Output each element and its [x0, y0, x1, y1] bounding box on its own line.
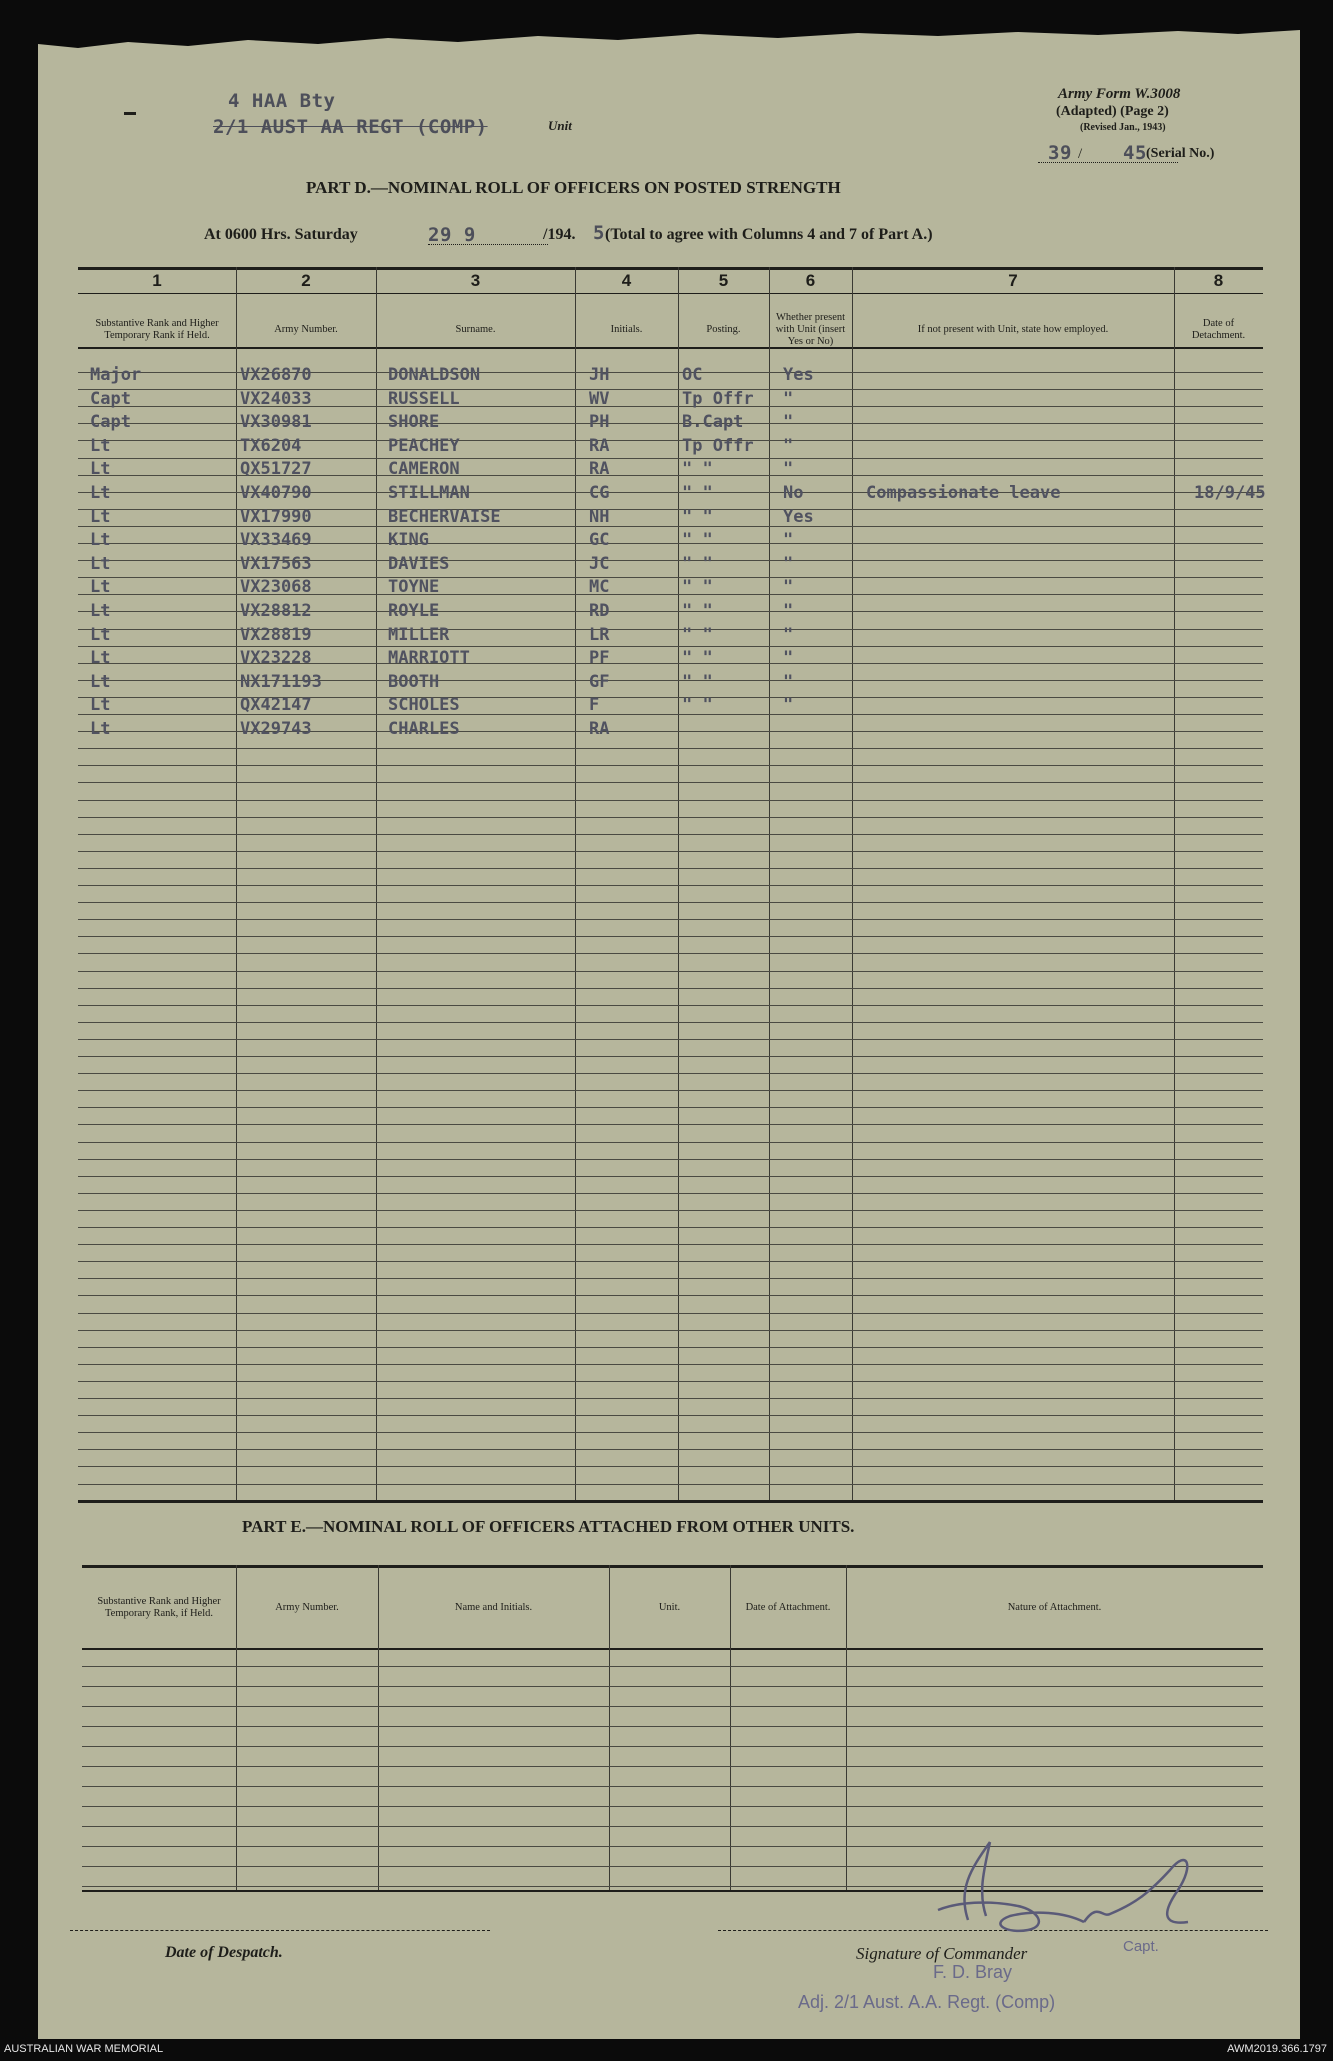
- ruled-line: [78, 868, 1263, 869]
- column-number: 1: [152, 271, 162, 290]
- column-caption: Surname.: [455, 324, 496, 335]
- serial-year: 45: [1123, 142, 1147, 164]
- cell-col-6: No: [783, 483, 804, 503]
- cell-col-2: QX51727: [240, 459, 312, 479]
- header-bottom-rule: [82, 1648, 1263, 1650]
- cell-col-5: " ": [682, 601, 713, 621]
- cell-col-6: Yes: [783, 507, 814, 527]
- cell-col-3: DAVIES: [388, 554, 450, 574]
- ruled-line: [78, 1005, 1263, 1006]
- column-caption: Whether present with Unit (insert Yes or No): [775, 312, 846, 347]
- ruled-line: [78, 1466, 1263, 1467]
- cell-col-4: LR: [589, 625, 610, 645]
- stamp-appointment: Adj. 2/1 Aust. A.A. Regt. (Comp): [798, 1992, 1056, 2012]
- column-divider: [378, 1565, 379, 1890]
- date-filled: 29 9: [428, 224, 476, 246]
- cell-col-1: Lt: [90, 483, 111, 503]
- column-caption: Unit.: [658, 1602, 681, 1613]
- ruled-line: [78, 1039, 1263, 1040]
- cell-col-1: Lt: [90, 719, 111, 739]
- cell-col-6: ": [783, 459, 794, 479]
- stamp-rank: Capt.: [1123, 1938, 1159, 1955]
- colnum-rule: [78, 293, 1263, 294]
- cell-col-5: " ": [682, 695, 713, 715]
- cell-col-2: VX29743: [240, 719, 312, 739]
- cell-col-3: CAMERON: [388, 459, 460, 479]
- ruled-line: [78, 1107, 1263, 1108]
- archive-footer: [0, 2039, 1333, 2061]
- cell-col-3: CHARLES: [388, 719, 460, 739]
- column-number: 3: [470, 271, 481, 290]
- cell-col-6: ": [783, 554, 794, 574]
- ruled-line: [78, 1398, 1263, 1399]
- cell-col-3: RUSSELL: [388, 389, 460, 409]
- ruled-line: [78, 1073, 1263, 1074]
- cell-col-2: VX17563: [240, 554, 312, 574]
- cell-col-3: MARRIOTT: [388, 648, 470, 668]
- ruled-line: [78, 1432, 1263, 1433]
- cell-col-1: Lt: [90, 577, 111, 597]
- signature-label: Signature of Commander: [856, 1944, 1028, 1963]
- table-row: [38, 695, 1300, 719]
- date-despatch-label: Date of Despatch.: [165, 1944, 283, 1961]
- table-row: [38, 459, 1300, 483]
- unit-line-1: 4 HAA Bty: [228, 90, 336, 112]
- ruled-line: [78, 1142, 1263, 1143]
- cell-col-5: Tp Offr: [682, 389, 754, 409]
- ruled-line: [78, 971, 1263, 972]
- cell-col-1: Lt: [90, 625, 111, 645]
- ruled-line: [78, 919, 1263, 920]
- column-number: 8: [1213, 271, 1224, 290]
- cell-col-1: Capt: [90, 389, 131, 409]
- ruled-line: [78, 902, 1263, 903]
- column-divider: [609, 1565, 610, 1890]
- cell-col-4: GF: [589, 672, 610, 692]
- column-caption: Substantive Rank and Higher Temporary Rank if Held.: [95, 318, 219, 341]
- ruled-line: [78, 782, 1263, 783]
- cell-col-2: VX26870: [240, 365, 312, 385]
- cell-col-6: ": [783, 436, 794, 456]
- cell-col-2: TX6204: [240, 436, 302, 456]
- table-top-rule: [82, 1565, 1263, 1568]
- cell-col-1: Major: [90, 365, 142, 385]
- cell-col-5: Tp Offr: [682, 436, 754, 456]
- column-caption: Date of Detachment.: [1191, 318, 1246, 341]
- cell-col-3: BOOTH: [388, 672, 440, 692]
- cell-col-4: RA: [589, 436, 610, 456]
- table-row: [38, 389, 1300, 413]
- table-row: [38, 672, 1300, 696]
- handwritten-signature: [898, 1830, 1258, 1940]
- part-e-title: PART E.—NOMINAL ROLL OF OFFICERS ATTACHED FROM OTHER UNITS.: [242, 1517, 855, 1536]
- cell-col-7: Compassionate leave: [866, 483, 1061, 503]
- cell-col-1: Lt: [90, 436, 111, 456]
- column-number: 4: [621, 271, 632, 290]
- stamp-name: F. D. Bray: [933, 1962, 1013, 1982]
- table-row: [38, 648, 1300, 672]
- cell-col-6: ": [783, 530, 794, 550]
- cell-col-5: " ": [682, 483, 713, 503]
- form-adapted: (Adapted) (Page 2): [1056, 104, 1169, 119]
- ruled-line: [78, 1022, 1263, 1023]
- ruled-line: [78, 1056, 1263, 1057]
- table-bottom-rule: [78, 1500, 1263, 1503]
- date-dotline: [428, 244, 548, 245]
- ruled-line: [78, 1330, 1263, 1331]
- table-row: [38, 601, 1300, 625]
- cell-col-5: " ": [682, 507, 713, 527]
- ruled-line: [78, 1381, 1263, 1382]
- table-row: [38, 554, 1300, 578]
- serial-dotline: [1038, 162, 1178, 163]
- cell-col-1: Lt: [90, 507, 111, 527]
- cell-col-6: ": [783, 577, 794, 597]
- cell-col-5: " ": [682, 459, 713, 479]
- column-caption: Initials.: [610, 324, 643, 335]
- table-row: [38, 412, 1300, 436]
- column-caption: Name and Initials.: [454, 1602, 533, 1613]
- ruled-line: [78, 1210, 1263, 1211]
- cell-col-2: VX17990: [240, 507, 312, 527]
- column-caption: Posting.: [706, 324, 741, 335]
- ruled-line: [82, 1746, 1263, 1747]
- cell-col-3: PEACHEY: [388, 436, 460, 456]
- ruled-line: [82, 1706, 1263, 1707]
- table-row: [38, 436, 1300, 460]
- column-caption: Nature of Attachment.: [1007, 1602, 1102, 1613]
- cell-col-5: OC: [682, 365, 703, 385]
- date-despatch-line: [70, 1930, 490, 1931]
- ruled-line: [78, 1364, 1263, 1365]
- form-revised: (Revised Jan., 1943): [1080, 122, 1166, 133]
- year-prefix: /194.: [543, 226, 576, 243]
- cell-col-3: DONALDSON: [388, 365, 481, 385]
- column-caption: If not present with Unit, state how employed.: [917, 324, 1109, 335]
- cell-col-3: STILLMAN: [388, 483, 470, 503]
- column-caption: Army Number.: [274, 324, 338, 335]
- ruled-line: [78, 1159, 1263, 1160]
- ruled-line: [82, 1766, 1263, 1767]
- ruled-line: [82, 1726, 1263, 1727]
- table-row: [38, 507, 1300, 531]
- cell-col-4: F: [589, 695, 600, 715]
- serial-label: (Serial No.): [1146, 146, 1215, 161]
- serial-slash: /: [1078, 146, 1083, 162]
- column-number: 6: [805, 271, 816, 290]
- cell-col-2: VX30981: [240, 412, 312, 432]
- cell-col-6: ": [783, 695, 794, 715]
- ruled-line: [78, 1313, 1263, 1314]
- serial-number: 39: [1048, 142, 1072, 164]
- column-caption: Substantive Rank and Higher Temporary Rank, if Held.: [97, 1596, 221, 1619]
- cell-col-2: VX24033: [240, 389, 312, 409]
- cell-col-5: " ": [682, 672, 713, 692]
- cell-col-4: CG: [589, 483, 610, 503]
- cell-col-1: Lt: [90, 601, 111, 621]
- form-name: Army Form W.3008: [1058, 86, 1181, 102]
- archive-right: AWM2019.366.1797: [1227, 2043, 1327, 2055]
- cell-col-1: Lt: [90, 459, 111, 479]
- ruled-line: [78, 953, 1263, 954]
- ruled-line: [78, 885, 1263, 886]
- ruled-line: [78, 936, 1263, 937]
- cell-col-5: " ": [682, 554, 713, 574]
- archive-left: AUSTRALIAN WAR MEMORIAL: [4, 2043, 164, 2055]
- column-divider: [236, 1565, 237, 1890]
- cell-col-2: VX33469: [240, 530, 312, 550]
- cell-col-5: B.Capt: [682, 412, 744, 432]
- table-top-rule: [78, 267, 1263, 270]
- cell-col-2: NX171193: [240, 672, 322, 692]
- cell-col-1: Lt: [90, 648, 111, 668]
- cell-col-3: KING: [388, 530, 429, 550]
- ruled-line: [78, 1484, 1263, 1485]
- cell-col-1: Lt: [90, 530, 111, 550]
- cell-col-4: NH: [589, 507, 610, 527]
- cell-col-4: RA: [589, 719, 610, 739]
- cell-col-2: VX28819: [240, 625, 312, 645]
- cell-col-1: Lt: [90, 695, 111, 715]
- ruled-line: [78, 1295, 1263, 1296]
- cell-col-3: TOYNE: [388, 577, 440, 597]
- cell-col-6: ": [783, 672, 794, 692]
- ruled-line: [78, 1261, 1263, 1262]
- ruled-line: [78, 1278, 1263, 1279]
- cell-col-4: JH: [589, 365, 610, 385]
- column-divider: [846, 1565, 847, 1890]
- cell-col-1: Lt: [90, 554, 111, 574]
- at-prefix: At 0600 Hrs. Saturday: [204, 226, 358, 243]
- ruled-line: [78, 765, 1263, 766]
- cell-col-5: " ": [682, 530, 713, 550]
- ruled-line: [78, 1347, 1263, 1348]
- cell-col-2: QX42147: [240, 695, 312, 715]
- cell-col-6: ": [783, 389, 794, 409]
- ruled-line: [82, 1806, 1263, 1807]
- column-number: 5: [718, 271, 729, 290]
- ruled-line: [82, 1666, 1263, 1667]
- cell-col-3: BECHERVAISE: [388, 507, 501, 527]
- table-row: [38, 530, 1300, 554]
- cell-col-2: VX23068: [240, 577, 312, 597]
- ruled-line: [78, 1244, 1263, 1245]
- cell-col-2: VX40790: [240, 483, 312, 503]
- cell-col-5: " ": [682, 625, 713, 645]
- cell-col-5: " ": [682, 577, 713, 597]
- table-row: [38, 483, 1300, 507]
- cell-col-1: Capt: [90, 412, 131, 432]
- ruled-line: [78, 988, 1263, 989]
- table-row: [38, 577, 1300, 601]
- ruled-line: [82, 1686, 1263, 1687]
- cell-col-6: Yes: [783, 365, 814, 385]
- table-row: [38, 719, 1300, 743]
- ruled-line: [78, 1193, 1263, 1194]
- cell-col-5: " ": [682, 648, 713, 668]
- ruled-line: [78, 1449, 1263, 1450]
- table-row: [38, 625, 1300, 649]
- part-d-title: PART D.—NOMINAL ROLL OF OFFICERS ON POSTED STRENGTH: [306, 178, 841, 197]
- ruled-line: [78, 834, 1263, 835]
- ruled-line: [78, 1176, 1263, 1177]
- ruled-line: [78, 748, 1263, 749]
- cell-col-4: GC: [589, 530, 610, 550]
- cell-col-6: ": [783, 625, 794, 645]
- cell-col-4: MC: [589, 577, 610, 597]
- at-suffix: (Total to agree with Columns 4 and 7 of Part A.): [605, 226, 933, 243]
- column-number: 2: [301, 271, 311, 290]
- cell-col-4: JC: [589, 554, 610, 574]
- column-divider: [730, 1565, 731, 1890]
- cell-col-2: VX23228: [240, 648, 312, 668]
- column-caption: Date of Attachment.: [745, 1602, 831, 1613]
- ruled-line: [78, 817, 1263, 818]
- ruled-line: [78, 1415, 1263, 1416]
- cell-col-3: ROYLE: [388, 601, 440, 621]
- ruled-line: [82, 1786, 1263, 1787]
- cell-col-3: MILLER: [388, 625, 450, 645]
- cell-col-4: RD: [589, 601, 610, 621]
- cell-col-4: PF: [589, 648, 610, 668]
- unit-label: Unit: [548, 118, 572, 133]
- unit-line-2: 2/1 AUST AA REGT (COMP): [213, 116, 488, 138]
- column-caption: Army Number.: [275, 1602, 339, 1613]
- cell-col-6: ": [783, 412, 794, 432]
- cell-col-1: Lt: [90, 672, 111, 692]
- form-sheet: [38, 50, 1300, 2040]
- year-digit: 5: [593, 222, 605, 244]
- ruled-line: [78, 1227, 1263, 1228]
- cell-col-3: SHORE: [388, 412, 440, 432]
- cell-col-4: PH: [589, 412, 610, 432]
- cell-col-8: 18/9/45: [1194, 483, 1266, 503]
- ruled-line: [78, 1090, 1263, 1091]
- ruled-line: [82, 1826, 1263, 1827]
- ruled-line: [78, 1124, 1263, 1125]
- cell-col-2: VX28812: [240, 601, 312, 621]
- cell-col-6: ": [783, 648, 794, 668]
- column-number: 7: [1008, 271, 1018, 290]
- cell-col-6: ": [783, 601, 794, 621]
- cell-col-3: SCHOLES: [388, 695, 460, 715]
- cell-col-4: WV: [589, 389, 610, 409]
- ruled-line: [78, 800, 1263, 801]
- ruled-line: [78, 851, 1263, 852]
- cell-col-4: RA: [589, 459, 610, 479]
- table-row: [38, 365, 1300, 389]
- ink-dash: [124, 112, 136, 115]
